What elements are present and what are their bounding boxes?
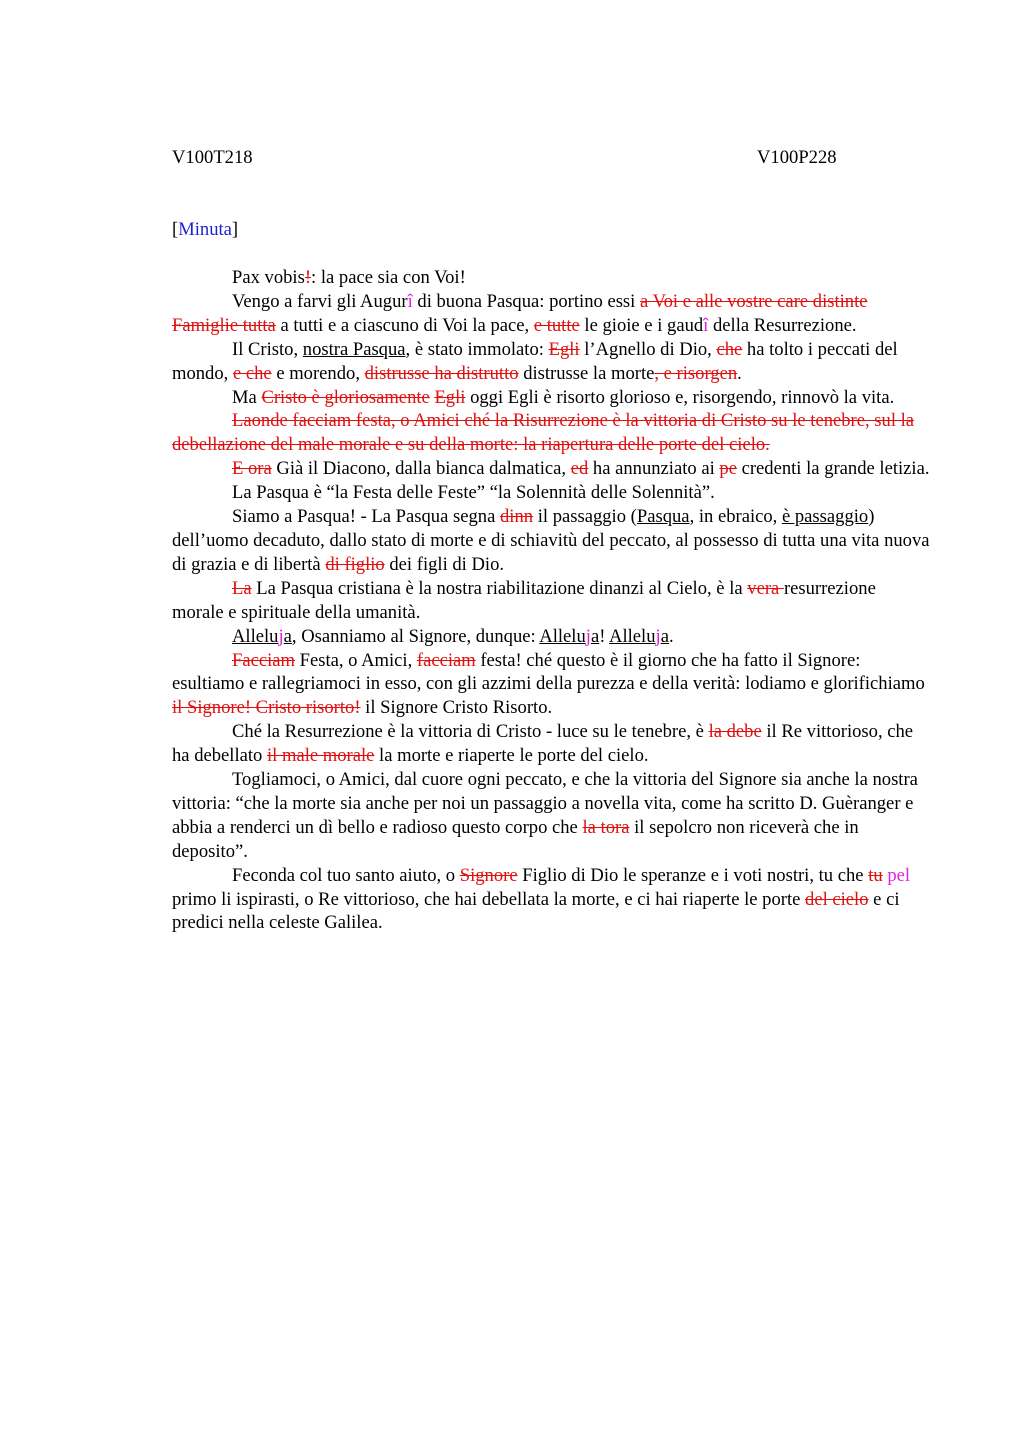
deleted-text: che bbox=[716, 338, 743, 360]
underlined-text: a bbox=[660, 625, 669, 647]
paragraph bbox=[172, 864, 932, 936]
text-segment: resurrezione morale e spirituale della umanità. bbox=[172, 577, 876, 623]
text-segment: il Signore Cristo Risorto. bbox=[360, 697, 553, 719]
paragraph bbox=[172, 505, 932, 577]
underlined-text: Allelu bbox=[539, 625, 586, 647]
deleted-text: distrusse ha distrutto bbox=[364, 362, 519, 384]
text-segment: , Osanniamo al Signore, dunque: bbox=[291, 625, 540, 647]
underlined-text: a bbox=[283, 625, 292, 647]
text-segment: dei figli di Dio. bbox=[384, 553, 505, 575]
letter-body bbox=[172, 266, 932, 935]
underlined-text: è passaggio bbox=[781, 506, 869, 528]
text-segment: oggi Egli è risorto glorioso e, risorgendo, rinnovò la vita. bbox=[465, 386, 895, 408]
text-segment: : la pace sia con Voi! bbox=[311, 267, 466, 288]
text-segment: il sepolcro non riceverà che in deposito”. bbox=[172, 816, 859, 862]
deleted-text: la tora bbox=[582, 816, 630, 838]
deleted-text: La bbox=[232, 577, 252, 599]
paragraph bbox=[172, 768, 932, 864]
underlined-text: a bbox=[590, 625, 600, 647]
underlined-text: Allelu bbox=[609, 625, 656, 647]
text-segment: Già il Diacono, dalla bianca dalmatica, bbox=[271, 458, 571, 480]
deleted-text: Egli bbox=[434, 386, 466, 408]
text-segment: l’Agnello di Dio, bbox=[579, 338, 717, 360]
text-segment: della Resurrezione. bbox=[708, 314, 857, 336]
underlined-text: nostra Pasqua bbox=[302, 338, 406, 360]
text-segment: di buona Pasqua: portino essi bbox=[412, 290, 640, 312]
deleted-text: pe bbox=[719, 458, 737, 480]
paragraph bbox=[172, 266, 932, 290]
deleted-text: Signore bbox=[459, 864, 518, 886]
text-segment: credenti la grande letizia. bbox=[736, 458, 930, 480]
deleted-text: Egli bbox=[548, 338, 580, 360]
inserted-text: î bbox=[407, 290, 413, 312]
text-segment: , in ebraico, bbox=[689, 506, 782, 528]
text-segment: , è stato immolato: bbox=[405, 338, 549, 360]
document-code-left: V100T218 bbox=[172, 147, 253, 168]
text-segment: Figlio di Dio le speranze e i voti nostri, tu che bbox=[517, 864, 869, 886]
text-segment: festa! ché questo è il giorno che ha fatto il Signore: esultiamo e rallegriamoci in esso, con gli azzimi della purezza e della verità: lodiamo e glorifichiamo bbox=[172, 649, 925, 695]
deleted-text: il male morale bbox=[267, 745, 375, 767]
paragraph bbox=[172, 481, 932, 505]
deleted-text: e che bbox=[232, 362, 272, 384]
text-segment: distrusse la morte bbox=[518, 362, 655, 384]
text-segment: Ma bbox=[232, 386, 262, 408]
deleted-text: tu bbox=[868, 864, 883, 886]
text-segment: Festa, o Amici, bbox=[294, 649, 417, 671]
inserted-text: j bbox=[278, 625, 284, 647]
text-segment: Feconda col tuo santo aiuto, o bbox=[232, 864, 460, 886]
text-segment: Togliamoci, o Amici, dal cuore ogni peccato, e che la vittoria del Signore sia anche la nostra vittoria: “che la morte sia anche per noi un passaggio a novella vita, come ha scritto D. Guèranger e abbia a renderci un dì bello e radioso questo corpo che bbox=[172, 769, 918, 838]
deleted-text: E ora bbox=[232, 458, 272, 480]
deleted-text: facciam bbox=[416, 649, 476, 671]
text-segment: ha annunziato ai bbox=[588, 458, 720, 480]
inserted-text: î bbox=[703, 314, 709, 336]
paragraph bbox=[172, 720, 932, 768]
paragraph bbox=[172, 409, 932, 457]
text-segment: Siamo a Pasqua! - La Pasqua segna bbox=[232, 506, 500, 528]
deleted-text: Laonde facciam festa, o Amici ché la Risurrezione è la vittoria di Cristo su le tenebre, sul la debellazione del male morale e su della morte: la riapertura delle porte del cielo. bbox=[172, 410, 915, 456]
paragraph bbox=[172, 457, 932, 481]
text-segment: le gioie e i gaud bbox=[579, 314, 704, 336]
deleted-text: Facciam bbox=[232, 649, 295, 671]
text-segment: . bbox=[737, 362, 742, 384]
text-segment: ) dell’uomo decaduto, dallo stato di morte e di schiavitù del peccato, al possesso di tutta una vita nuova di grazia e di libertà bbox=[172, 506, 930, 575]
inserted-text: j bbox=[655, 625, 661, 647]
document-code-right: V100P228 bbox=[757, 147, 837, 168]
inserted-text: pel bbox=[887, 864, 911, 886]
text-segment: Il Cristo, bbox=[232, 338, 303, 360]
deleted-text: ! bbox=[304, 267, 312, 288]
text-segment: a tutti e a ciascuno di Voi la pace, bbox=[275, 314, 534, 336]
deleted-text: Cristo è gloriosamente bbox=[261, 386, 430, 408]
bracket-close: ] bbox=[231, 219, 239, 240]
text-segment: . bbox=[668, 625, 674, 647]
paragraph bbox=[172, 649, 932, 721]
bracket-open: [ bbox=[172, 219, 179, 240]
deleted-text: , e risorgen bbox=[654, 362, 738, 384]
text-segment: Pax vobis bbox=[232, 267, 305, 288]
deleted-text: la debe bbox=[708, 721, 762, 743]
text-segment: primo li ispirasti, o Re vittorioso, che hai debellata la morte, e ci hai riaperte le porte bbox=[172, 888, 806, 910]
text-segment: il passaggio ( bbox=[533, 506, 637, 528]
text-segment: il Re vittorioso, che ha debellato bbox=[172, 721, 914, 767]
deleted-text: vera bbox=[747, 577, 784, 599]
text-segment: ! bbox=[599, 625, 610, 647]
deleted-text: del cielo bbox=[805, 888, 869, 910]
deleted-text: dinn bbox=[500, 506, 534, 528]
text-segment: la morte e riaperte le porte del cielo. bbox=[374, 745, 649, 767]
paragraph bbox=[172, 338, 932, 386]
deleted-text: il Signore! Cristo risorto! bbox=[172, 697, 361, 719]
text-segment: e morendo, bbox=[271, 362, 365, 384]
draft-label bbox=[172, 218, 238, 242]
text-segment: e ci predici nella celeste Galilea. bbox=[172, 888, 900, 934]
text-segment: La Pasqua è “la Festa delle Feste” “la Solennità delle Solennità”. bbox=[232, 482, 715, 504]
draft-label-text: Minuta bbox=[178, 219, 232, 240]
text-segment: Ché la Resurrezione è la vittoria di Cristo - luce su le tenebre, è bbox=[232, 721, 709, 743]
deleted-text: di figlio bbox=[325, 553, 385, 575]
deleted-text: ed bbox=[570, 458, 589, 480]
text-segment: ha tolto i peccati del mondo, bbox=[172, 338, 898, 384]
deleted-text: e tutte bbox=[533, 314, 580, 336]
paragraph bbox=[172, 577, 932, 625]
underlined-text: Allelu bbox=[232, 625, 279, 647]
text-segment: Vengo a farvi gli Augur bbox=[232, 290, 408, 312]
text-segment: La Pasqua cristiana è la nostra riabilitazione dinanzi al Cielo, è la bbox=[251, 577, 748, 599]
paragraph bbox=[172, 386, 932, 410]
inserted-text: j bbox=[585, 625, 591, 647]
deleted-text: a Voi e alle vostre care distinte Famiglie tutta bbox=[172, 290, 868, 336]
paragraph bbox=[172, 625, 932, 649]
paragraph bbox=[172, 290, 932, 338]
underlined-text: Pasqua bbox=[636, 506, 690, 528]
